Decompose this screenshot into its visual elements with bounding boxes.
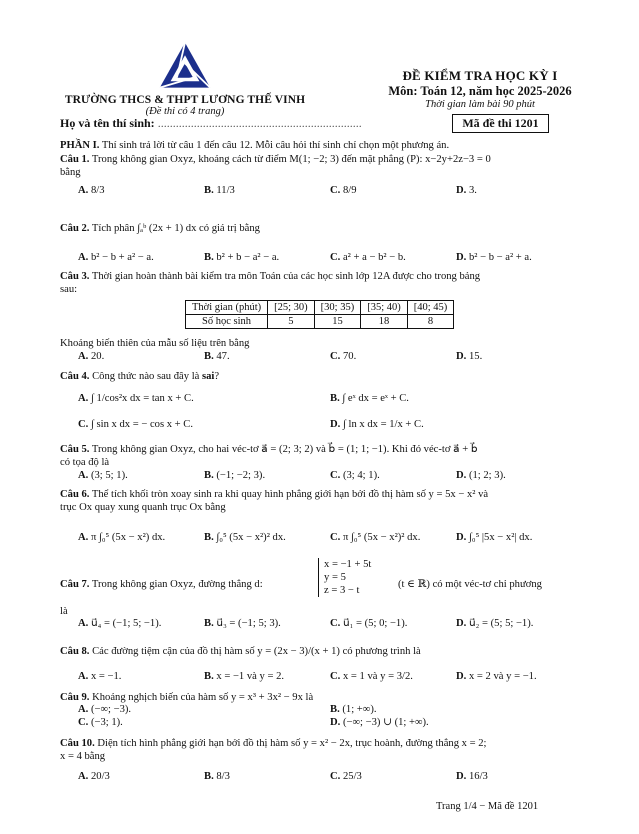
student-name-line <box>60 116 362 131</box>
question-7-cont: (t ∈ ℝ) có một véc-tơ chỉ phương <box>398 579 542 590</box>
page-footer: Trang 1/4 − Mã đề 1201 <box>436 801 539 812</box>
q4-option-c[interactable]: C. ∫ sin x dx = − cos x + C. <box>78 419 194 430</box>
data-table <box>185 300 454 329</box>
q3-option-a[interactable]: A. 20. <box>78 351 105 362</box>
q7-option-b[interactable]: B. u⃗₃ = (−1; 5; 3). <box>204 618 281 629</box>
q6-option-c[interactable]: C. π ∫₀⁵ (5x − x²)² dx. <box>330 532 421 543</box>
q8-option-c[interactable]: C. x = 1 và y = 3/2. <box>330 671 413 682</box>
q10-option-c[interactable]: C. 25/3 <box>330 771 362 782</box>
q4-option-d[interactable]: D. ∫ ln x dx = 1/x + C. <box>330 419 424 430</box>
part-instruction-text: Thí sinh trả lời từ câu 1 đến câu 12. Mỗi câu hỏi thí sinh chỉ chọn một phương án. <box>101 140 450 151</box>
question-9: Câu 9. Khoảng nghịch biến của hàm số y = x³ + 3x² − 9x là <box>60 692 314 703</box>
question-label: Câu 1. <box>60 154 90 165</box>
exam-time: Thời gian làm bài 90 phút <box>425 99 535 110</box>
q2-option-d[interactable]: D. b² − b − a² + a. <box>456 252 532 263</box>
q3-option-b[interactable]: B. 47. <box>204 351 230 362</box>
question-1 <box>60 153 580 179</box>
q9-option-a[interactable]: A. (−∞; −3). <box>78 704 132 715</box>
school-name: TRƯỜNG THCS & THPT LƯƠNG THẾ VINH <box>64 94 306 106</box>
table-row: Thời gian (phút) [25; 30) [30; 35) [35; 40) [40; 45) <box>186 301 454 315</box>
exam-subject: Môn: Toán 12, năm học 2025-2026 <box>388 84 572 98</box>
exam-code-box: Mã đề thi 1201 <box>452 114 549 133</box>
part-title: PHẦN I. <box>60 140 100 151</box>
question-4: Câu 4. Công thức nào sau đây là sai? <box>60 371 220 382</box>
q5-option-d[interactable]: D. (1; 2; 3). <box>456 470 506 481</box>
school-header <box>40 40 330 117</box>
q8-option-d[interactable]: D. x = 2 và y = −1. <box>456 671 537 682</box>
question-8: Câu 8. Các đường tiệm cận của đồ thị hàm số y = (2x − 3)/(x + 1) có phương trình là <box>60 646 421 657</box>
question-2: Câu 2. Tích phân ∫ₐᵇ (2x + 1) dx có giá trị bằng <box>60 223 260 234</box>
part-instruction <box>60 139 600 152</box>
q5-option-c[interactable]: C. (3; 4; 1). <box>330 470 380 481</box>
q4-option-b[interactable]: B. ∫ eˣ dx = eˣ + C. <box>330 393 409 404</box>
question-3-prompt: Khoảng biến thiên của mẫu số liệu trên bằng <box>60 338 250 349</box>
q1-option-d[interactable]: D. 3. <box>456 185 477 196</box>
student-name-label: Họ và tên thí sinh: <box>60 116 155 130</box>
question-7-cont2: là <box>60 606 68 617</box>
q10-option-a[interactable]: A. 20/3 <box>78 771 110 782</box>
q6-option-a[interactable]: A. π ∫₀⁵ (5x − x²) dx. <box>78 532 166 543</box>
q2-option-b[interactable]: B. b² + b − a² − a. <box>204 252 280 263</box>
question-7: Câu 7. Trong không gian Oxyz, đường thẳng d: <box>60 579 263 590</box>
q7-option-d[interactable]: D. u⃗₂ = (5; 5; −1). <box>456 618 534 629</box>
question-text: Trong không gian Oxyz, khoảng cách từ điểm M(1; −2; 3) đến mặt phẳng (P): x−2y+2z−3 = 0 <box>91 154 491 165</box>
q1-option-b[interactable]: B. 11/3 <box>204 185 235 196</box>
q3-option-d[interactable]: D. 15. <box>456 351 483 362</box>
table-row: Số học sinh 5 15 18 8 <box>186 315 454 329</box>
exam-title: ĐỀ KIỂM TRA HỌC KỲ I <box>402 68 558 83</box>
q1-option-c[interactable]: C. 8/9 <box>330 185 357 196</box>
q7-option-c[interactable]: C. u⃗₁ = (5; 0; −1). <box>330 618 408 629</box>
q3-option-c[interactable]: C. 70. <box>330 351 357 362</box>
exam-header <box>350 68 610 110</box>
q5-option-b[interactable]: B. (−1; −2; 3). <box>204 470 266 481</box>
question-5: Câu 5. Trong không gian Oxyz, cho hai véc-tơ a⃗ = (2; 3; 2) và b⃗ = (1; 1; −1). Khi đó véc-tơ a⃗ + b⃗ có tọa độ là <box>60 444 478 468</box>
q9-option-c[interactable]: C. (−3; 1). <box>78 717 123 728</box>
q6-option-b[interactable]: B. ∫₀⁵ (5x − x²)² dx. <box>204 532 286 543</box>
q6-option-d[interactable]: D. ∫₀⁵ |5x − x²| dx. <box>456 532 533 543</box>
q7-option-a[interactable]: A. u⃗₄ = (−1; 5; −1). <box>78 618 162 629</box>
q4-option-a[interactable]: A. ∫ 1/cos²x dx = tan x + C. <box>78 393 194 404</box>
school-logo-icon <box>158 40 212 92</box>
q2-option-c[interactable]: C. a² + a − b² − b. <box>330 252 406 263</box>
q5-option-a[interactable]: A. (3; 5; 1). <box>78 470 128 481</box>
student-name-field[interactable]: .................................................................... <box>157 116 362 130</box>
q9-option-d[interactable]: D. (−∞; −3) ∪ (1; +∞). <box>330 717 429 728</box>
question-10: Câu 10. Diện tích hình phẳng giới hạn bởi đồ thị hàm số y = x² − 2x, trục hoành, đường thẳng x = 2; x = 4 bằng <box>60 738 487 762</box>
q10-option-d[interactable]: D. 16/3 <box>456 771 488 782</box>
question-text-cont: bằng <box>60 167 81 178</box>
line-equation-system: x = −1 + 5t y = 5 z = 3 − t <box>318 558 371 597</box>
q8-option-b[interactable]: B. x = −1 và y = 2. <box>204 671 285 682</box>
question-6: Câu 6. Thể tích khối tròn xoay sinh ra khi quay hình phẳng giới hạn bởi đồ thị hàm số y = 5x − x² và trục Ox quay xung quanh trục Ox bằng <box>60 489 489 513</box>
q1-option-a[interactable]: A. 8/3 <box>78 185 105 196</box>
q9-option-b[interactable]: B. (1; +∞). <box>330 704 377 715</box>
q10-option-b[interactable]: B. 8/3 <box>204 771 230 782</box>
page-count-note: (Đề thi có 4 trang) <box>145 106 225 117</box>
question-3: Câu 3. Thời gian hoàn thành bài kiểm tra môn Toán của các học sinh lớp 12A được cho trong bảng sau: <box>60 271 481 295</box>
q8-option-a[interactable]: A. x = −1. <box>78 671 122 682</box>
q2-option-a[interactable]: A. b² − b + a² − a. <box>78 252 154 263</box>
